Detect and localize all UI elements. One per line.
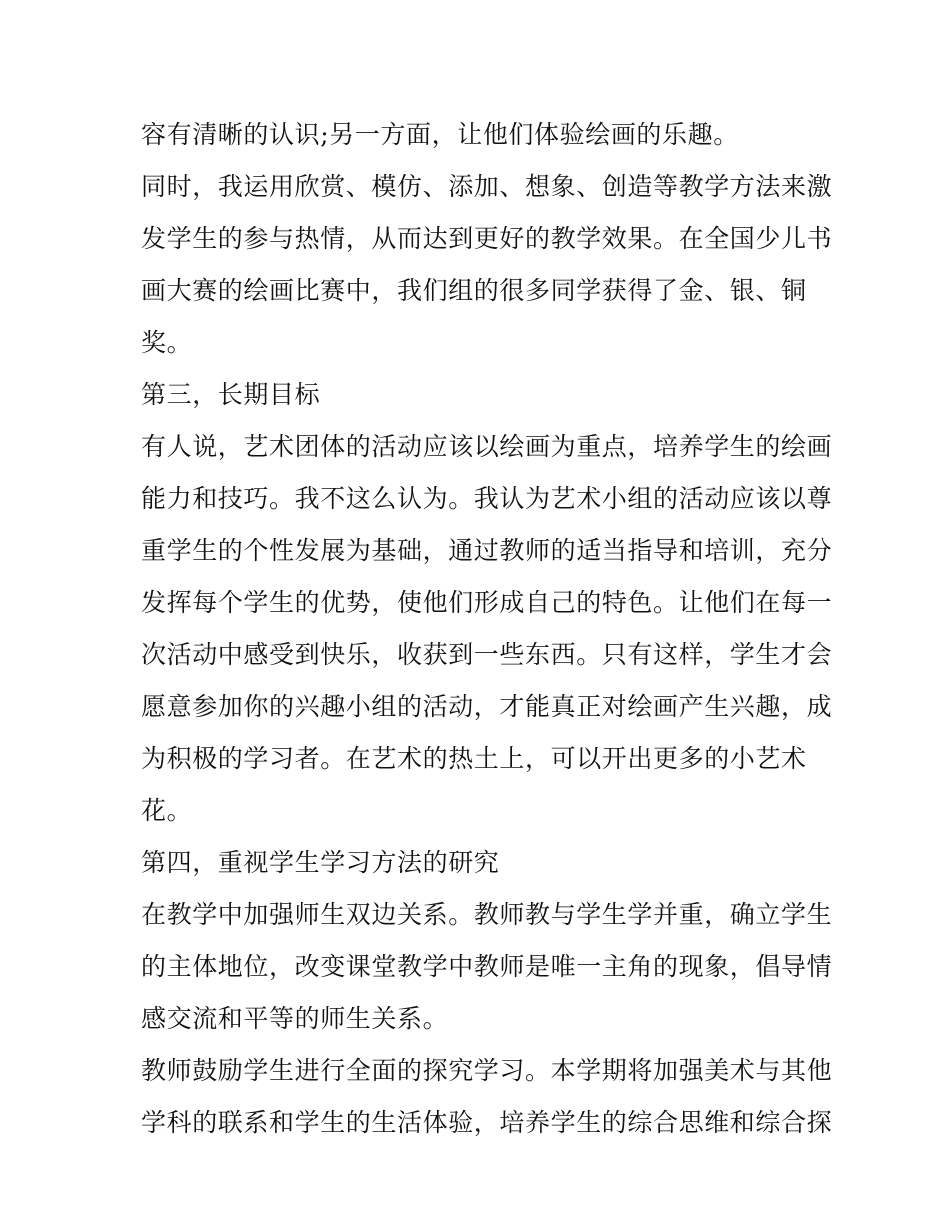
text-line: 发挥每个学生的优势，使他们形成自己的特色。让他们在每一 (141, 588, 833, 617)
text-line: 教师鼓励学生进行全面的探究学习。本学期将加强美术与其他 (141, 1056, 833, 1085)
text-line: 有人说，艺术团体的活动应该以绘画为重点，培养学生的绘画 (141, 432, 833, 461)
text-line: 次活动中感受到快乐，收获到一些东西。只有这样，学生才会 (141, 640, 833, 669)
text-line: 发学生的参与热情，从而达到更好的教学效果。在全国少儿书 (141, 224, 833, 253)
text-line: 为积极的学习者。在艺术的热土上，可以开出更多的小艺术 (141, 744, 807, 773)
text-line: 能力和技巧。我不这么认为。我认为艺术小组的活动应该以尊 (141, 484, 833, 513)
text-line: 花。 (141, 796, 193, 825)
text-line: 在教学中加强师生双边关系。教师教与学生学并重，确立学生 (141, 900, 833, 929)
text-line: 感交流和平等的师生关系。 (141, 1004, 449, 1033)
text-line: 同时，我运用欣赏、模仿、添加、想象、创造等教学方法来激 (141, 172, 833, 201)
document-body (141, 109, 833, 1149)
text-line: 画大赛的绘画比赛中，我们组的很多同学获得了金、银、铜 (141, 276, 807, 305)
text-line: 重学生的个性发展为基础，通过教师的适当指导和培训，充分 (141, 536, 833, 565)
section-heading-4: 第四，重视学生学习方法的研究 (141, 848, 500, 877)
text-line: 容有清晰的认识;另一方面，让他们体验绘画的乐趣。 (141, 120, 739, 149)
text-line: 愿意参加你的兴趣小组的活动，才能真正对绘画产生兴趣，成 (141, 692, 833, 721)
section-heading-3: 第三，长期目标 (141, 380, 321, 409)
text-line: 的主体地位，改变课堂教学中教师是唯一主角的现象，倡导情 (141, 952, 833, 981)
text-line: 奖。 (141, 328, 193, 357)
text-line: 学科的联系和学生的生活体验，培养学生的综合思维和综合探 (141, 1108, 833, 1137)
